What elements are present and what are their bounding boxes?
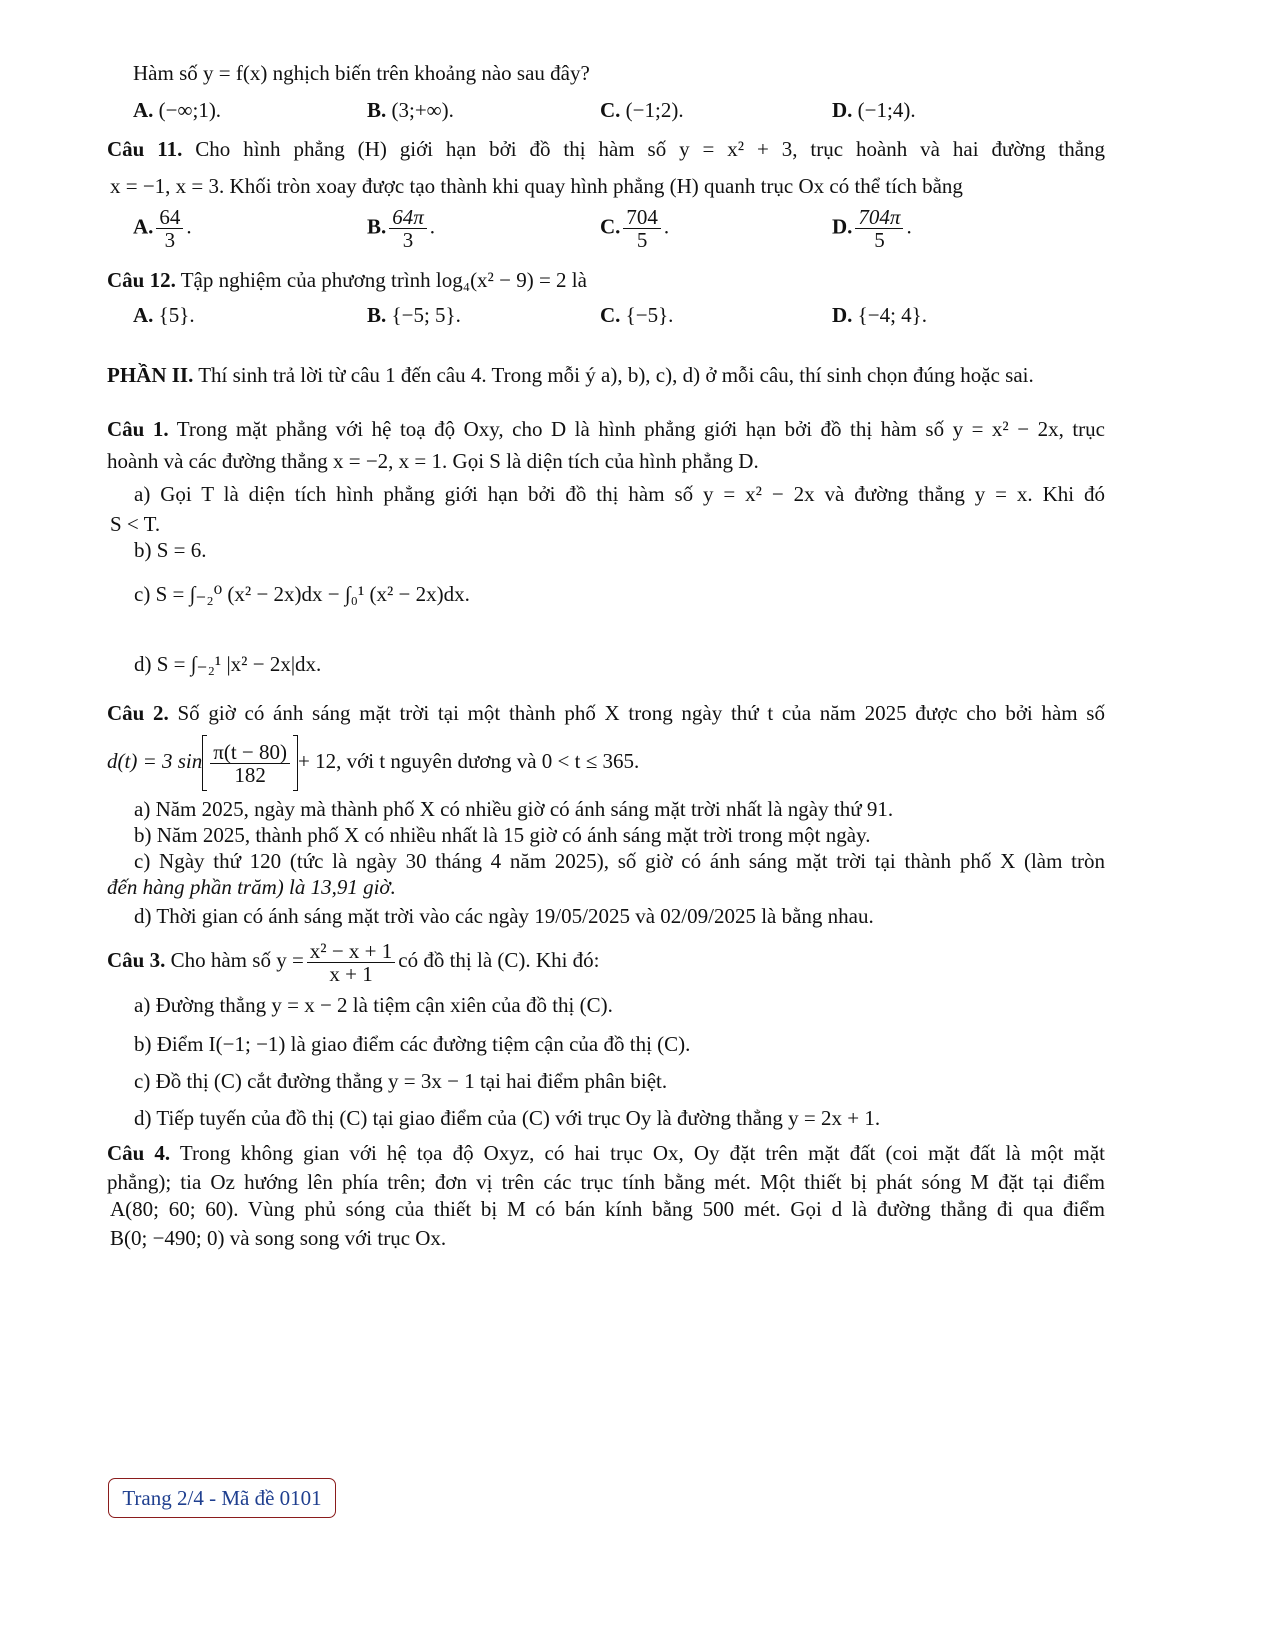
- q10-stem: Hàm số y = f(x) nghịch biến trên khoảng nào sau đây?: [133, 61, 590, 85]
- denominator: 3: [164, 228, 176, 252]
- denominator: 182: [234, 762, 266, 787]
- p2q1-statement-a-cont: S < T.: [110, 512, 161, 536]
- p2q2-statement-d[interactable]: d) Thời gian có ánh sáng mặt trời vào các ngày 19/05/2025 và 02/09/2025 là bằng nhau.: [134, 904, 874, 928]
- question-text: Tập nghiệm của phương trình log₄(x² − 9) = 2 là: [180, 268, 587, 292]
- p2q1-line2: hoành và các đường thẳng x = −2, x = 1. Gọi S là diện tích của hình phẳng D.: [107, 449, 759, 473]
- p2q1-statement-b[interactable]: b) S = 6.: [134, 538, 207, 562]
- option-letter: A.: [133, 98, 154, 122]
- fraction: [389, 206, 427, 251]
- question-label: Câu 1.: [107, 417, 169, 441]
- p2q4-line3: A(80; 60; 60). Vùng phủ sóng của thiết bị M có bán kính bằng 500 mét. Gọi d là đường thẳng đi qua điểm: [110, 1197, 1105, 1221]
- numerator: 64: [156, 206, 183, 229]
- question-label: Câu 12.: [107, 268, 176, 292]
- q10-option-b[interactable]: [367, 97, 454, 123]
- option-letter: C.: [600, 303, 621, 327]
- left-bracket: [202, 735, 207, 791]
- option-letter: B.: [367, 98, 387, 122]
- q12-stem-line: [107, 267, 587, 293]
- option-text: {−5}.: [625, 303, 674, 327]
- denominator: x + 1: [329, 961, 373, 986]
- p2q2-line1: [107, 700, 1105, 726]
- option-text: (−1;2).: [625, 98, 684, 122]
- question-text: Trong mặt phẳng với hệ toạ độ Oxy, cho D là hình phẳng giới hạn bởi đồ thị hàm số y = x² − 2x, trục: [176, 417, 1105, 441]
- numerator: 704: [623, 206, 661, 229]
- option-text: (−1;4).: [857, 98, 916, 122]
- denominator: 5: [874, 228, 885, 252]
- part-label: PHẦN II.: [107, 363, 194, 387]
- q10-option-a[interactable]: [133, 97, 221, 123]
- p2q2-formula: [107, 733, 639, 791]
- p2q3-statement-c[interactable]: c) Đồ thị (C) cắt đường thẳng y = 3x − 1 tại hai điểm phân biệt.: [134, 1069, 668, 1093]
- option-letter: B.: [367, 214, 387, 239]
- q11-line2: x = −1, x = 3. Khối tròn xoay được tạo thành khi quay hình phẳng (H) quanh trục Ox có thể tích bằng: [110, 174, 963, 198]
- option-text: {5}.: [158, 303, 195, 327]
- q11-option-a[interactable]: A. $\frac{64}{3}$ .: [133, 205, 192, 252]
- page-footer-box: [108, 1478, 336, 1518]
- denominator: 3: [402, 228, 414, 252]
- q12-option-b[interactable]: [367, 302, 461, 328]
- numerator: π(t − 80): [210, 741, 290, 764]
- question-text: Trong không gian với hệ tọa độ Oxyz, có hai trục Ox, Oy đặt trên mặt đất (coi mặt đất là một mặt: [179, 1141, 1105, 1165]
- p2q4-line1: [107, 1140, 1105, 1166]
- q10-option-d[interactable]: [832, 97, 916, 123]
- option-letter: C.: [600, 98, 621, 122]
- option-text: (−∞;1).: [158, 98, 222, 122]
- formula-left: d(t) = 3 sin: [107, 749, 203, 773]
- p2q4-line4: B(0; −490; 0) và song song với trục Ox.: [110, 1226, 447, 1250]
- p2q4-line2: phẳng); tia Oz hướng lên phía trên; đơn vị trên các trục tính bằng mét. Một thiết bị phát sóng M đặt tại điểm: [107, 1170, 1105, 1194]
- option-letter: D.: [832, 303, 853, 327]
- stem-left: Cho hàm số y =: [170, 948, 304, 972]
- p2q1-statement-d[interactable]: d) S = ∫₋₂¹ |x² − 2x|dx.: [134, 652, 322, 676]
- p2q3-stem: [107, 932, 600, 988]
- question-label: Câu 4.: [107, 1141, 171, 1165]
- q12-option-d[interactable]: [832, 302, 927, 328]
- q11-option-d[interactable]: D. $\frac{704\pi}{5}$ .: [832, 205, 912, 252]
- fraction: [210, 741, 290, 786]
- option-letter: B.: [367, 303, 387, 327]
- option-text: {−4; 4}.: [857, 303, 928, 327]
- denominator: 5: [636, 228, 648, 252]
- p2q2-statement-c[interactable]: c) Ngày thứ 120 (tức là ngày 30 tháng 4 năm 2025), số giờ có ánh sáng mặt trời tại thành phố X (làm tròn: [134, 849, 1105, 873]
- formula-right: + 12, với t nguyên dương và 0 < t ≤ 365.: [298, 749, 640, 773]
- p2q3-statement-b[interactable]: b) Điểm I(−1; −1) là giao điểm các đường tiệm cận của đồ thị (C).: [134, 1032, 691, 1056]
- question-label: Câu 2.: [107, 701, 169, 725]
- option-text: (3;+∞).: [391, 98, 454, 122]
- fraction: [307, 940, 395, 985]
- p2q2-statement-c-cont: đến hàng phần trăm) là 13,91 giờ.: [107, 875, 396, 899]
- question-label: Câu 3.: [107, 948, 166, 972]
- option-text: {−5; 5}.: [391, 303, 461, 327]
- option-letter: A.: [133, 214, 154, 239]
- p2q1-line1: [107, 416, 1105, 442]
- p2q2-statement-a[interactable]: a) Năm 2025, ngày mà thành phố X có nhiều giờ có ánh sáng mặt trời nhất là ngày thứ 91.: [134, 797, 894, 821]
- part2-header: [107, 362, 1034, 388]
- option-letter: C.: [600, 214, 621, 239]
- question-text: Số giờ có ánh sáng mặt trời tại một thành phố X trong ngày thứ t của năm 2025 được cho bởi hàm số: [177, 701, 1105, 725]
- fraction: [623, 206, 661, 251]
- fraction: [156, 206, 183, 251]
- numerator: x² − x + 1: [307, 940, 395, 963]
- q11-line1: [107, 136, 1105, 162]
- numerator: 704π: [855, 206, 903, 229]
- q12-option-a[interactable]: [133, 302, 195, 328]
- part-instructions: Thí sinh trả lời từ câu 1 đến câu 4. Trong mỗi ý a), b), c), d) ở mỗi câu, thí sinh chọn đúng hoặc sai.: [198, 363, 1034, 387]
- fraction: [855, 206, 903, 251]
- numerator: 64π: [389, 206, 427, 229]
- stem-right: có đồ thị là (C). Khi đó:: [398, 948, 600, 972]
- p2q1-statement-a[interactable]: a) Gọi T là diện tích hình phẳng giới hạn bởi đồ thị hàm số y = x² − 2x và đường thẳng y = x. Khi đó: [134, 482, 1105, 506]
- question-text: Cho hình phẳng (H) giới hạn bởi đồ thị hàm số y = x² + 3, trục hoành và hai đường thẳng: [195, 137, 1106, 161]
- question-label: Câu 11.: [107, 137, 183, 161]
- p2q3-statement-a[interactable]: a) Đường thẳng y = x − 2 là tiệm cận xiên của đồ thị (C).: [134, 993, 613, 1017]
- page-footer-text: Trang 2/4 - Mã đề 0101: [122, 1486, 322, 1510]
- p2q2-statement-b[interactable]: b) Năm 2025, thành phố X có nhiều nhất là 15 giờ có ánh sáng mặt trời trong một ngày.: [134, 823, 871, 847]
- q11-option-b[interactable]: B. $\frac{64\pi}{3}$ .: [367, 205, 436, 252]
- option-letter: A.: [133, 303, 154, 327]
- option-letter: D.: [832, 98, 853, 122]
- q10-option-c[interactable]: [600, 97, 684, 123]
- q12-option-c[interactable]: [600, 302, 673, 328]
- p2q1-statement-c[interactable]: c) S = ∫₋₂⁰ (x² − 2x)dx − ∫₀¹ (x² − 2x)dx.: [134, 582, 470, 606]
- option-letter: D.: [832, 214, 853, 239]
- q11-option-c[interactable]: C. $\frac{704}{5}$ .: [600, 205, 670, 252]
- p2q3-statement-d[interactable]: d) Tiếp tuyến của đồ thị (C) tại giao điểm của (C) với trục Oy là đường thẳng y = 2x + 1.: [134, 1106, 881, 1130]
